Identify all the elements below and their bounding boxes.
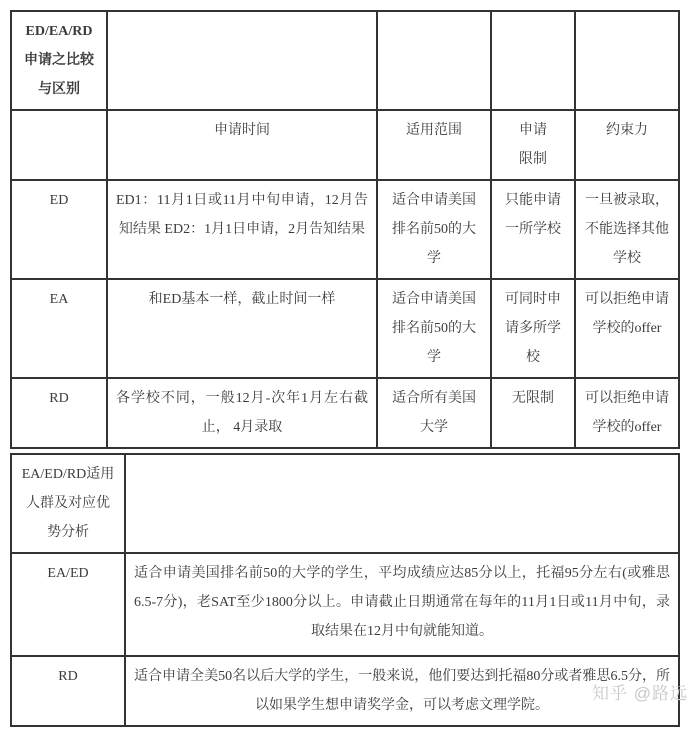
table1-header-row — [11, 110, 679, 180]
table-row-ea — [11, 279, 679, 378]
table-row-eaed-analysis — [11, 553, 679, 656]
empty-cell — [107, 11, 377, 110]
table1-title-cell: ED/EA/RD申请之比较与区别 — [11, 11, 107, 110]
table-row-ed — [11, 180, 679, 279]
ed-limit-cell: 只能申请一所学校 — [491, 180, 575, 279]
row-label-rd2: RD — [11, 656, 125, 726]
empty-cell — [575, 11, 679, 110]
column-header-limit-label: 申请限制 — [519, 123, 547, 167]
comparison-table — [10, 10, 680, 449]
empty-cell — [377, 11, 491, 110]
ea-binding-cell: 可以拒绝申请学校的offer — [575, 279, 679, 378]
empty-cell — [125, 454, 679, 553]
ea-time-cell: 和ED基本一样，截止时间一样 — [107, 279, 377, 378]
table-row-rd — [11, 378, 679, 448]
empty-cell — [491, 11, 575, 110]
table2-title-row — [11, 454, 679, 553]
rd-desc-cell: 适合申请全美50名以后大学的学生，一般来说，他们要达到托福80分或者雅思6.5分，所以如果学生想申请奖学金，可以考虑文理学院。 — [125, 656, 679, 726]
row-label-ed: ED — [11, 180, 107, 279]
column-header-time: 申请时间 — [107, 110, 377, 180]
column-header-binding: 约束力 — [575, 110, 679, 180]
row-label-ea: EA — [11, 279, 107, 378]
column-header-limit — [491, 110, 575, 180]
rd-scope-cell: 适合所有美国大学 — [377, 378, 491, 448]
table1-title-row — [11, 11, 679, 110]
ed-binding-cell: 一旦被录取，不能选择其他学校 — [575, 180, 679, 279]
table2-title-cell: EA/ED/RD适用人群及对应优势分析 — [11, 454, 125, 553]
ea-scope-cell: 适合申请美国排名前50的大学 — [377, 279, 491, 378]
rd-binding-cell: 可以拒绝申请学校的offer — [575, 378, 679, 448]
analysis-table — [10, 453, 680, 727]
ed-time-cell: ED1：11月1日或11月中旬申请，12月告知结果 ED2：1月1日申请，2月告知结果 — [107, 180, 377, 279]
ed-scope-cell: 适合申请美国排名前50的大学 — [377, 180, 491, 279]
empty-cell — [11, 110, 107, 180]
eaed-desc-cell: 适合申请美国排名前50的大学的学生，平均成绩应达85分以上，托福95分左右(或雅思6.5-7分)，老SAT至少1800分以上。申请截止日期通常在每年的11月1日或11月中旬，录取结果在12月中旬就能知道。 — [125, 553, 679, 656]
zhihu-watermark: 知乎 @路远 — [592, 684, 688, 703]
table-row-rd-analysis — [11, 656, 679, 726]
ea-limit-cell: 可同时申请多所学校 — [491, 279, 575, 378]
rd-limit-cell: 无限制 — [491, 378, 575, 448]
rd-time-cell: 各学校不同，一般12月-次年1月左右截止， 4月录取 — [107, 378, 377, 448]
row-label-eaed: EA/ED — [11, 553, 125, 656]
row-label-rd: RD — [11, 378, 107, 448]
column-header-scope: 适用范围 — [377, 110, 491, 180]
